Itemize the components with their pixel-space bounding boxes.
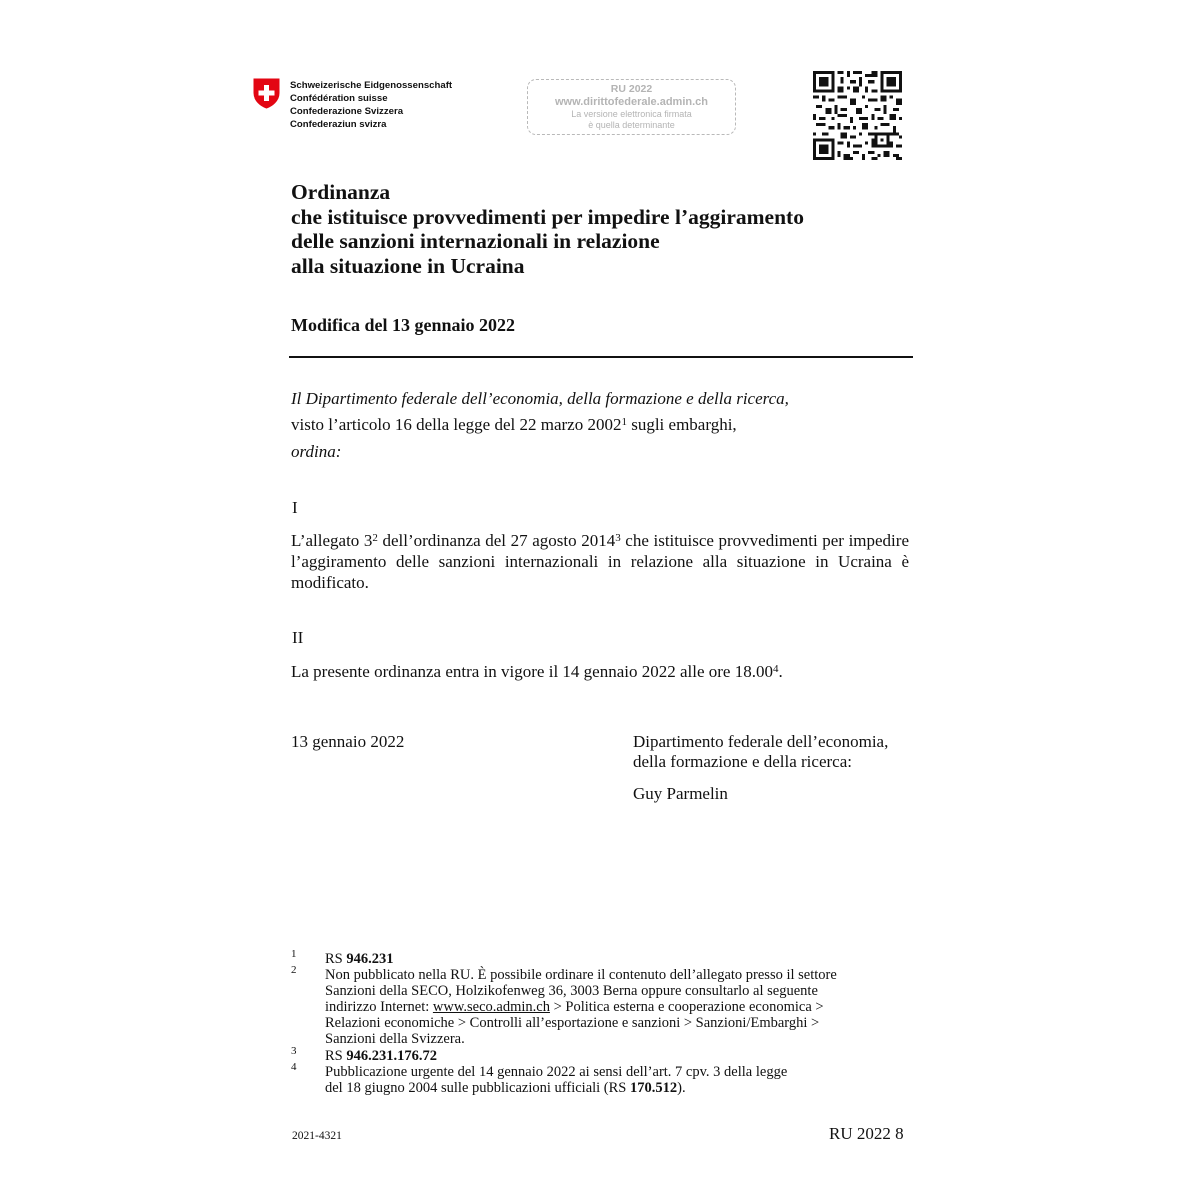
legal-basis-text: visto l’articolo 16 della legge del 22 marzo 2002 (291, 415, 622, 434)
seco-link[interactable]: www.seco.admin.ch (432, 999, 550, 1015)
footnote-text: RS (325, 951, 347, 967)
footnote-2 (325, 967, 837, 1047)
footnote-1 (325, 951, 394, 967)
footnote-4 (325, 1064, 787, 1096)
footnote-ref[interactable]: 2 (372, 532, 378, 544)
section-text: . (778, 662, 783, 681)
section-text: che istituisce provvedimenti per impedire l’aggiramento delle sanzioni internazionali in relazione alla situazione in Ucraina è modificato. (291, 531, 909, 592)
footnote-3 (325, 1048, 437, 1064)
footnote-text: RS (325, 1048, 347, 1064)
footnote-text: Pubblicazione urgente del 14 gennaio 2022 ai sensi dell’art. 7 cpv. 3 della legge (325, 1064, 788, 1080)
title-line: delle sanzioni internazionali in relazione (291, 229, 660, 253)
confederation-line: Confédération suisse (290, 93, 388, 104)
section-text: La presente ordinanza entra in vigore il 14 gennaio 2022 alle ore 18.00 (291, 662, 773, 681)
section-1-text (291, 530, 909, 593)
footnote-number: 1 (291, 948, 297, 960)
document-code: 2021-4321 (292, 1130, 342, 1142)
section-text: L’allegato 3 (291, 531, 373, 550)
legal-basis-text: sugli embarghi, (626, 415, 737, 434)
footnote-number: 4 (291, 1061, 297, 1073)
amendment-date-heading: Modifica del 13 gennaio 2022 (291, 315, 515, 335)
confederation-line: Confederaziun svizra (290, 119, 387, 130)
footnote-text: del 18 giugno 2004 sulle pubblicazioni ufficiali (RS (325, 1080, 630, 1096)
title-divider (289, 356, 913, 358)
signature-date: 13 gennaio 2022 (291, 732, 405, 751)
footnote-reference-number: 170.512 (630, 1080, 678, 1096)
qr-code-icon[interactable] (813, 71, 902, 160)
footnote-reference-number: 946.231.176.72 (346, 1048, 437, 1064)
title-line: che istituisce provvedimenti per impedire l’aggiramento (291, 204, 804, 229)
legal-basis (291, 414, 737, 435)
footnote-number: 3 (291, 1045, 297, 1057)
title-line: Ordinanza (291, 180, 391, 204)
stamp-line: RU 2022 (610, 83, 653, 95)
confederation-line: Schweizerische Eidgenossenschaft (290, 80, 453, 91)
signatory-name: Guy Parmelin (633, 784, 728, 803)
stamp-line: è quella determinante (588, 120, 675, 130)
section-2-text (291, 661, 783, 682)
signing-department-line: della formazione e della ricerca: (633, 752, 852, 771)
document-title (291, 180, 804, 278)
page-reference: RU 2022 8 (829, 1124, 904, 1143)
section-text: dell’ordinanza del 27 agosto 2014 (377, 531, 616, 550)
publication-stamp (527, 79, 736, 135)
footnote-text: Relazioni economiche > Controlli all’esportazione e sanzioni > Sanzioni/Embarghi > (325, 1015, 820, 1031)
stamp-line: La versione elettronica firmata (571, 109, 692, 119)
signing-department-line: Dipartimento federale dell’economia, (633, 732, 889, 751)
footnote-text: Sanzioni della Svizzera. (325, 1031, 465, 1047)
footnote-number: 2 (291, 964, 297, 976)
footnote-text: Sanzioni della SECO, Holzikofenweg 36, 3003 Berna oppure consultarlo al seguente (325, 983, 818, 999)
swiss-flag-icon (253, 78, 280, 109)
footnote-reference-number: 946.231 (346, 951, 394, 967)
footnote-text: ). (677, 1080, 686, 1096)
title-line: alla situazione in Ucraina (291, 253, 525, 278)
section-number: I (292, 498, 298, 517)
footnote-text: indirizzo Internet: (325, 999, 433, 1015)
footnote-text: > Politica esterna e cooperazione economica > (549, 999, 824, 1015)
footnote-ref[interactable]: 4 (772, 663, 779, 675)
issuing-authority: Il Dipartimento federale dell’economia, della formazione e della ricerca, (291, 389, 789, 408)
footnote-ref[interactable]: 3 (615, 532, 621, 544)
footnote-text: Non pubblicato nella RU. È possibile ordinare il contenuto dell’allegato presso il settore (325, 967, 837, 983)
decree-word: ordina: (291, 442, 342, 461)
stamp-link[interactable]: www.dirittofederale.admin.ch (554, 96, 708, 108)
footnote-ref[interactable]: 1 (621, 416, 627, 428)
confederation-names (290, 79, 452, 131)
confederation-line: Confederazione Svizzera (290, 106, 404, 117)
section-number: II (292, 628, 304, 647)
